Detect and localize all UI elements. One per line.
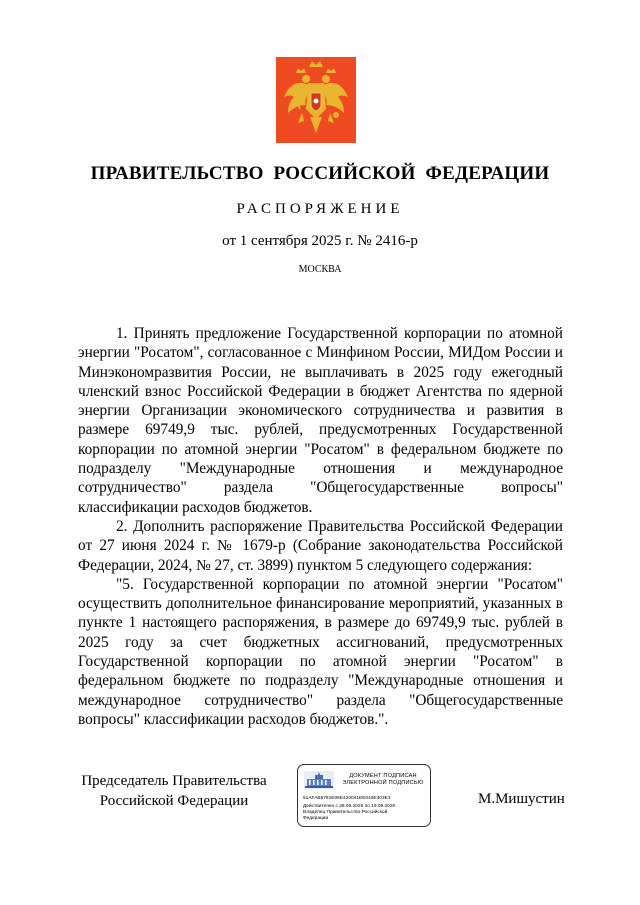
government-building-icon	[304, 771, 334, 789]
signatory-position	[74, 772, 274, 811]
e-signature-owner-line-1: Владелец Правительство Российской	[303, 810, 388, 815]
paragraph-2: 2. Дополнить распоряжение Правительства Российской Федерации от 27 июня 2024 г. № 1679-р (Собрание законодательства Российской Федерации, 2024, № 27, ст. 3899) пунктом 5 следующего содержания:	[78, 517, 563, 574]
e-signature-validity: Действителен с 26.06.2025 по 19.09.2026	[303, 804, 396, 809]
position-line-1: Председатель Правительства	[81, 773, 267, 789]
paragraph-3: "5. Государственной корпорации по атомной энергии "Росатом" осуществить дополнительное финансирование мероприятий, указанных в пункте 1 настоящего распоряжения, в размере до 69749,9 тыс. рублей в 2025 году за счет бюджетных ассигнований, предусмотренных Государственной корпорации по атомной энергии "Росатом" в федеральном бюджете по подразделу "Международные отношения и международное сотрудничество" раздела "Общегосударственные вопросы" классификации расходов бюджетов.".	[78, 575, 563, 728]
document-body	[78, 324, 563, 729]
document-date-number: от 1 сентября 2025 г. № 2416-р	[222, 233, 418, 249]
coat-of-arms-icon	[276, 57, 356, 143]
document-city: МОСКВА	[298, 264, 342, 275]
paragraph-1: 1. Принять предложение Государственной корпорации по атомной энергии "Росатом", согласованное с Минфином России, МИДом России и Минэкономразвития России, не выплачивать в 2025 году ежегодный членский взнос Российской Федерации в бюджет Агентства по ядерной энергии Организации экономического сотрудничества и развития в размере 69749,9 тыс. рублей, предусмотренных Государственной корпорации по атомной энергии "Росатом" в федеральном бюджете по подразделу "Международные отношения и международное сотрудничество" раздела "Общегосударственные вопросы" классификации расходов бюджетов.	[78, 325, 563, 516]
signer-name: М.Мишустин	[478, 791, 565, 807]
document-type: РАСПОРЯЖЕНИЕ	[236, 201, 404, 217]
e-signature-owner-line-2: Федерации	[303, 816, 329, 821]
e-signature-title: ДОКУМЕНТ ПОДПИСАН ЭЛЕКТРОННОЙ ПОДПИСЬЮ	[342, 773, 424, 786]
electronic-signature-stamp	[297, 764, 431, 827]
e-signature-certificate: 51AFAB6781E06E420041EE043E303E3	[303, 796, 391, 801]
government-title: ПРАВИТЕЛЬСТВО РОССИЙСКОЙ ФЕДЕРАЦИИ	[90, 163, 550, 184]
position-line-2: Российской Федерации	[99, 792, 249, 809]
